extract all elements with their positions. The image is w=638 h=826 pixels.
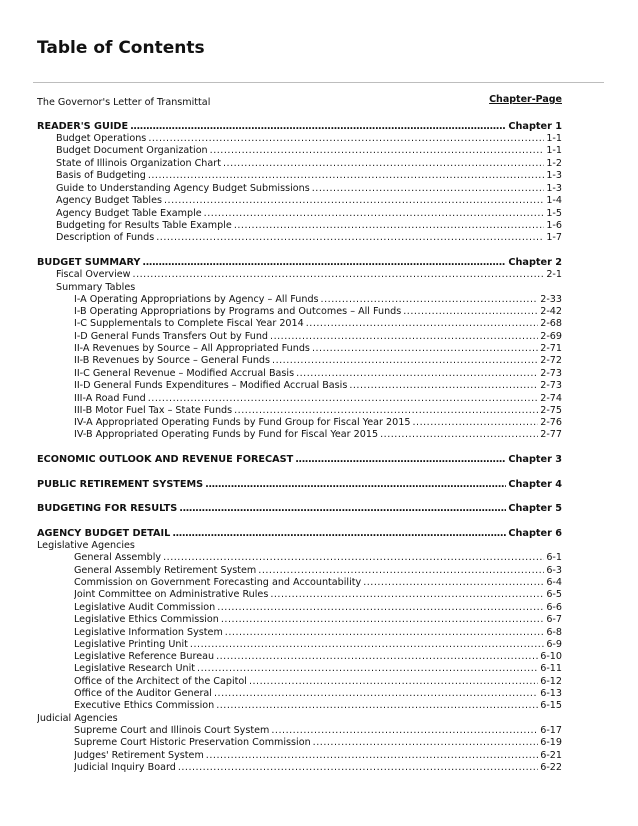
toc-entry-label: Supreme Court and Illinois Court System (74, 725, 270, 736)
toc-entry-page: 6-4 (546, 577, 562, 588)
toc-entry-page: 1-1 (546, 145, 562, 156)
dot-leader (295, 454, 506, 466)
toc-entry-page: Chapter 1 (508, 121, 562, 132)
toc-entry-page: 6-10 (540, 651, 562, 662)
toc-entry-page: 6-9 (546, 639, 562, 650)
dot-leader (313, 737, 539, 749)
toc-entry-page: 6-17 (540, 725, 562, 736)
toc-entry-label: Guide to Understanding Agency Budget Submissions (56, 183, 310, 194)
toc-entry-label: I-A Operating Appropriations by Agency – All Funds (74, 294, 319, 305)
toc-entry-label: Legislative Ethics Commission (74, 614, 219, 625)
toc-entry-page: Chapter 2 (508, 257, 562, 268)
toc-entry-page: 6-13 (540, 688, 562, 699)
toc-entry-label: PUBLIC RETIREMENT SYSTEMS (37, 479, 204, 490)
toc-entry-page: Chapter 3 (508, 454, 562, 465)
toc-entry-label: I-D General Funds Transfers Out by Fund (74, 331, 269, 342)
toc-entry-page: Chapter 6 (508, 528, 562, 539)
toc-entry-label: IV-A Appropriated Operating Funds by Fund Group for Fiscal Year 2015 (74, 417, 411, 428)
toc-entry-page: 6-6 (546, 602, 562, 613)
toc-entry (56, 268, 562, 281)
toc-entry-label: II-C General Revenue – Modified Accrual Basis (74, 368, 295, 379)
toc-entry-page: 2-71 (540, 343, 562, 354)
toc-entry-label: Description of Funds (56, 232, 155, 243)
toc-entry-page: 2-33 (540, 294, 562, 305)
toc-entry-label: READER'S GUIDE (37, 121, 129, 132)
toc-entry-label: Judicial Inquiry Board (74, 762, 176, 773)
toc-entry (56, 194, 562, 207)
toc-entry-label: Legislative Printing Unit (74, 639, 188, 650)
dot-leader (164, 195, 544, 207)
toc-entry-page: 2-68 (540, 318, 562, 329)
page-title: Table of Contents (37, 38, 205, 58)
toc-entry-page: 6-22 (540, 762, 562, 773)
toc-entry-label: Agency Budget Tables (56, 195, 162, 206)
toc-entry-label: Office of the Architect of the Capitol (74, 676, 247, 687)
toc-entry-page: 2-69 (540, 331, 562, 342)
dot-leader (178, 762, 538, 774)
toc-entry (74, 613, 562, 626)
toc-entry (74, 588, 562, 601)
toc-entry (37, 96, 562, 109)
toc-entry-label: Joint Committee on Administrative Rules (74, 589, 269, 600)
dot-leader (272, 355, 538, 367)
toc-entry (56, 144, 562, 157)
toc-section-entry (37, 502, 562, 515)
toc-entry-page: 2-42 (540, 306, 562, 317)
toc-entry-label: I-B Operating Appropriations by Programs and Outcomes – All Funds (74, 306, 402, 317)
toc-entry (74, 662, 562, 675)
toc-entry-page: 6-1 (546, 552, 562, 563)
toc-entry (74, 551, 562, 564)
toc-entry-label: Budgeting for Results Table Example (56, 220, 232, 231)
toc-entry-label: Legislative Reference Bureau (74, 651, 215, 662)
toc-entry-page: Chapter 4 (508, 479, 562, 490)
dot-leader (380, 429, 538, 441)
toc-entry-page: 1-4 (546, 195, 562, 206)
toc-entry (74, 761, 562, 774)
toc-entry-page: 2-76 (540, 417, 562, 428)
toc-entry-label: Summary Tables (56, 282, 136, 293)
toc-entry-page: 1-3 (546, 183, 562, 194)
toc-entry-page: 2-73 (540, 380, 562, 391)
toc-entry-page: 2-75 (540, 405, 562, 416)
toc-entry-label: AGENCY BUDGET DETAIL (37, 528, 171, 539)
toc-entry-label: Judicial Agencies (37, 713, 118, 724)
toc-entry-label: Commission on Government Forecasting and Accountability (74, 577, 362, 588)
toc-entry-label: General Assembly (74, 552, 162, 563)
toc-entry-label: Executive Ethics Commission (74, 700, 215, 711)
toc-entry-label: Basis of Budgeting (56, 170, 146, 181)
toc-entry-page: 1-5 (546, 208, 562, 219)
toc-entry-label: Budget Operations (56, 133, 147, 144)
dot-leader (270, 589, 544, 601)
toc-entry (74, 699, 562, 712)
dot-leader (205, 479, 506, 491)
toc-entry-page: 1-7 (546, 232, 562, 243)
toc-entry (74, 428, 562, 441)
toc-entry-page: 2-1 (546, 269, 562, 280)
toc-entry-label: The Governor's Letter of Transmittal (37, 97, 211, 108)
toc-entry-page: Chapter 5 (508, 503, 562, 514)
toc-entry-page: 2-73 (540, 368, 562, 379)
toc-entry-page: 1-2 (546, 158, 562, 169)
dot-leader (349, 380, 538, 392)
toc-entry (74, 317, 562, 330)
chapter-page-heading: Chapter-Page (489, 94, 562, 105)
toc-entry-label: Budget Document Organization (56, 145, 208, 156)
toc-entry-label: State of Illinois Organization Chart (56, 158, 221, 169)
dot-leader (133, 269, 545, 281)
toc-entry-label: Agency Budget Table Example (56, 208, 202, 219)
toc-entry-page: 6-11 (540, 663, 562, 674)
toc-entry-page: 6-5 (546, 589, 562, 600)
toc-entry-page: 1-3 (546, 170, 562, 181)
toc-entry-page: 6-8 (546, 627, 562, 638)
toc-entry-label: BUDGET SUMMARY (37, 257, 141, 268)
toc-entry-page: 6-15 (540, 700, 562, 711)
toc-entry-page: 2-77 (540, 429, 562, 440)
dot-leader (221, 614, 544, 626)
toc-entry-page: 6-3 (546, 565, 562, 576)
toc-entry-label: BUDGETING FOR RESULTS (37, 503, 178, 514)
toc-entry-label: ECONOMIC OUTLOOK AND REVENUE FORECAST (37, 454, 294, 465)
toc-entry-label: Legislative Information System (74, 627, 223, 638)
dot-leader (306, 318, 538, 330)
toc-section-entry (37, 478, 562, 491)
dot-leader (156, 232, 544, 244)
toc-entry-label: Judges' Retirement System (74, 750, 204, 761)
toc-entry (56, 169, 562, 182)
toc-entry-label: III-B Motor Fuel Tax – State Funds (74, 405, 233, 416)
toc-entry-label: Supreme Court Historic Preservation Commission (74, 737, 311, 748)
toc-entry-label: Legislative Research Unit (74, 663, 196, 674)
toc-entry-label: Fiscal Overview (56, 269, 131, 280)
toc-entry (74, 736, 562, 749)
toc-entry-label: IV-B Appropriated Operating Funds by Fund for Fiscal Year 2015 (74, 429, 379, 440)
toc-entry-label: Office of the Auditor General (74, 688, 212, 699)
toc-entry-page: 6-7 (546, 614, 562, 625)
toc-entry-label: II-D General Funds Expenditures – Modified Accrual Basis (74, 380, 348, 391)
toc-entry-page: 2-72 (540, 355, 562, 366)
toc-entry-page: 2-74 (540, 393, 562, 404)
toc-entry (74, 379, 562, 392)
dot-leader (197, 663, 538, 675)
toc-entry-page: 6-12 (540, 676, 562, 687)
toc-entry-label: II-B Revenues by Source – General Funds (74, 355, 271, 366)
toc-entry-page: 1-1 (546, 133, 562, 144)
toc-entry-page: 6-19 (540, 737, 562, 748)
dot-leader (163, 552, 544, 564)
toc-entry (56, 231, 562, 244)
toc-entry-label: Legislative Agencies (37, 540, 135, 551)
toc-entry-label: I-C Supplementals to Complete Fiscal Year 2014 (74, 318, 304, 329)
toc-entry (74, 354, 562, 367)
toc-entry-label: III-A Road Fund (74, 393, 146, 404)
toc-entry-label: General Assembly Retirement System (74, 565, 257, 576)
toc-entry-page: 6-21 (540, 750, 562, 761)
toc-entry-label: II-A Revenues by Source – All Appropriated Funds (74, 343, 310, 354)
dot-leader (148, 170, 545, 182)
dot-leader (210, 145, 545, 157)
dot-leader (179, 503, 506, 515)
toc-entry-page: 1-6 (546, 220, 562, 231)
toc-entry-label: Legislative Audit Commission (74, 602, 216, 613)
toc-section-entry (37, 453, 562, 466)
title-divider (33, 82, 604, 83)
dot-leader (216, 700, 538, 712)
